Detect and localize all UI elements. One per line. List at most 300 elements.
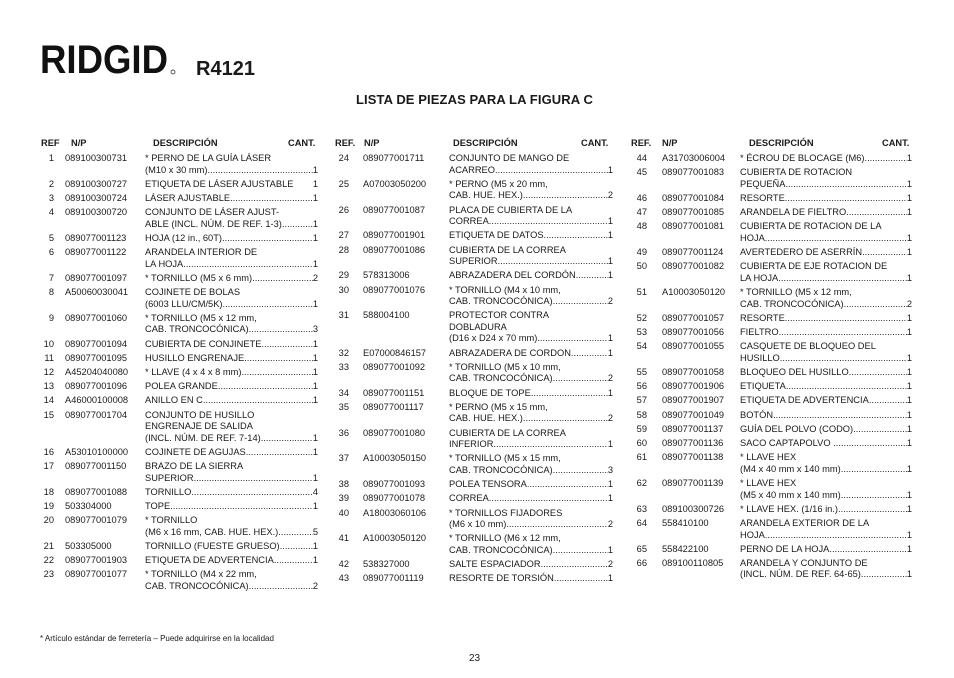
description-text: HOJA [740, 529, 765, 540]
part-quantity: 1 [906, 543, 912, 554]
part-quantity: 1 [906, 381, 912, 392]
part-number: 089077001079 [65, 515, 128, 526]
part-description [449, 230, 613, 242]
part-number: 089077001704 [65, 409, 128, 420]
part-description [740, 153, 912, 165]
part-quantity: 1 [607, 544, 613, 555]
description-text: INFERIOR [449, 439, 494, 450]
description-line: * PERNO (M5 x 20 mm, [449, 178, 548, 189]
dot-leader [498, 256, 608, 268]
part-row [40, 501, 318, 513]
part-ref: 16 [43, 446, 54, 457]
part-number: A45204040080 [65, 367, 129, 378]
description-line-last [449, 333, 613, 345]
part-number: 089077001078 [363, 493, 426, 504]
description-line: PROTECTOR CONTRA [449, 310, 550, 321]
part-number: 089077001057 [662, 312, 725, 323]
description-line-last [740, 327, 912, 339]
part-quantity: 1 [312, 432, 318, 443]
part-ref: 26 [338, 204, 349, 215]
description-text: CAB. HUE. HEX.) [449, 190, 523, 201]
part-ref: 48 [636, 221, 647, 232]
description-text: SACO CAPTAPOLVO . [740, 437, 836, 448]
description-line-last [145, 193, 318, 205]
part-row [631, 544, 912, 556]
description-text: TOPE [145, 501, 171, 512]
part-row [631, 410, 912, 422]
part-quantity: 1 [906, 178, 912, 189]
part-row [631, 247, 912, 259]
description-line-last [740, 381, 912, 393]
description-text: ABRAZADERA DE CORDON [449, 347, 571, 358]
header-desc-col3: DESCRIPCIÓN [749, 138, 814, 148]
part-row [631, 221, 912, 244]
description-text: (M10 x 30 mm) [145, 164, 208, 175]
part-description [145, 207, 318, 230]
part-number: 089077001094 [65, 338, 128, 349]
part-description [145, 153, 318, 176]
description-line: * TORNILLO (M4 x 10 mm, [449, 284, 561, 295]
dot-leader [846, 207, 907, 219]
description-line: DOBLADURA [449, 321, 507, 332]
dot-leader [495, 165, 608, 177]
part-quantity: 1 [312, 218, 318, 229]
part-ref: 21 [43, 541, 54, 552]
part-quantity: 1 [906, 192, 912, 203]
part-ref: 14 [43, 395, 54, 406]
dot-leader [252, 273, 313, 285]
dot-leader [785, 313, 907, 325]
description-line-last [449, 165, 613, 177]
part-number: 503304000 [65, 501, 112, 512]
part-description [740, 193, 912, 205]
part-row [335, 310, 613, 345]
part-description [145, 353, 318, 365]
part-description [145, 339, 318, 351]
header-np-col3: N/P [662, 138, 678, 148]
description-text: (INCL. NÚM. DE REF. 64-65) [740, 569, 861, 580]
part-ref: 22 [43, 555, 54, 566]
dot-leader [853, 424, 907, 436]
part-ref: 40 [338, 507, 349, 518]
part-number: 089077001060 [65, 312, 128, 323]
description-line-last [145, 233, 318, 245]
dot-leader [293, 179, 312, 191]
description-line: * TORNILLO (M5 x 12 mm, [740, 287, 852, 298]
part-quantity: 1 [906, 312, 912, 323]
part-quantity: 1 [312, 395, 318, 406]
dot-leader [786, 381, 907, 393]
part-number: A10003050120 [363, 533, 427, 544]
part-number: A10003050120 [662, 287, 726, 298]
part-row [335, 388, 613, 400]
dot-leader [844, 299, 907, 311]
description-text: * TORNILLO (M5 x 6 mm) [145, 272, 253, 283]
description-line-last [145, 501, 318, 513]
description-text: (INCL. NÚM. DE REF. 7-14) [145, 432, 261, 443]
description-text: (M5 x 40 mm x 140 mm) [740, 489, 841, 500]
dot-leader [537, 333, 607, 345]
description-line-last [449, 190, 613, 202]
part-row [335, 402, 613, 425]
part-row [40, 233, 318, 245]
part-description [145, 447, 318, 459]
part-quantity: 1 [906, 207, 912, 218]
part-row [40, 555, 318, 567]
part-description [740, 261, 912, 284]
description-text: (6003 LLU/CM/5K) [145, 298, 223, 309]
part-ref: 57 [636, 395, 647, 406]
part-quantity: 1 [906, 489, 912, 500]
dot-leader [553, 545, 608, 557]
part-description [449, 533, 613, 556]
part-description [740, 504, 912, 516]
description-text: HOJA [740, 232, 765, 243]
part-number: 089077001150 [65, 461, 127, 472]
description-line: CONJUNTO DE MANGO DE [449, 153, 570, 163]
part-ref: 8 [48, 287, 54, 298]
part-description [449, 428, 613, 451]
description-line-last [740, 247, 912, 259]
part-row [631, 313, 912, 325]
description-text: HUSILLO [740, 352, 780, 363]
part-row [335, 270, 613, 282]
part-quantity: 1 [312, 298, 318, 309]
part-description [740, 167, 912, 190]
part-row [631, 558, 912, 581]
part-description [449, 453, 613, 476]
description-text: CORREA [449, 216, 489, 227]
description-line-last [740, 353, 912, 365]
description-line: ENGRENAJE DE SALIDA [145, 421, 253, 432]
header-ref-col3: REF. [631, 138, 652, 148]
description-line-last [145, 179, 318, 191]
part-row [40, 367, 318, 379]
dot-leader [576, 270, 608, 282]
dot-leader [829, 544, 906, 556]
part-description [145, 367, 318, 379]
model-number: R4121 [196, 58, 255, 80]
part-ref: 30 [338, 284, 349, 295]
part-quantity: 1 [906, 409, 912, 420]
description-line-last [740, 569, 912, 581]
description-line-last [145, 353, 318, 365]
description-line: CUBIERTA DE EJE ROTACION DE [740, 261, 888, 272]
part-row [335, 573, 613, 585]
description-line: ARANDELA EXTERIOR DE LA [740, 517, 870, 528]
part-ref: 53 [636, 327, 647, 338]
part-quantity: 1 [906, 423, 912, 434]
part-ref: 9 [48, 312, 54, 323]
part-ref: 17 [43, 461, 54, 472]
description-line-last [740, 233, 912, 245]
description-line-last [740, 313, 912, 325]
part-description [145, 501, 318, 513]
part-number: 558422100 [662, 543, 709, 554]
part-number: 089077001151 [363, 387, 425, 398]
description-line: CONJUNTO DE LÁSER AJUST- [145, 207, 280, 218]
part-row [40, 179, 318, 191]
part-ref: 55 [636, 367, 647, 378]
part-number: 089077001903 [65, 555, 128, 566]
description-line: * TORNILLO (M5 x 10 mm, [449, 361, 561, 372]
part-quantity: 2 [607, 559, 613, 570]
part-row [335, 205, 613, 228]
part-number: 089077001077 [65, 569, 128, 580]
description-text: ABLE (INCL. NÚM. DE REF. 1-3) [145, 218, 282, 229]
part-quantity: 1 [906, 463, 912, 474]
dot-leader [506, 519, 607, 531]
description-text: TORNILLO [145, 486, 192, 497]
description-text: * LLAVE HEX. (1/16 in.) [740, 503, 839, 514]
part-ref: 34 [338, 387, 349, 398]
part-description [740, 410, 912, 422]
header-np-col2: N/P [364, 138, 380, 148]
dot-leader [230, 193, 313, 205]
dot-leader [218, 381, 313, 393]
part-description [449, 270, 613, 282]
part-ref: 23 [43, 569, 54, 580]
part-quantity: 1 [906, 247, 912, 258]
dot-leader [836, 438, 907, 450]
part-ref: 44 [636, 153, 647, 163]
part-quantity: 1 [312, 352, 318, 363]
description-text: ACARREO [449, 164, 495, 175]
part-number: 089077001117 [363, 401, 424, 412]
description-text: ANILLO EN C [145, 395, 203, 406]
part-ref: 5 [48, 232, 54, 243]
part-ref: 62 [636, 477, 647, 488]
part-row [631, 153, 912, 165]
dot-leader [523, 190, 608, 202]
part-ref: 4 [48, 207, 54, 218]
part-number: 089077001081 [662, 221, 725, 232]
dot-leader [838, 504, 907, 516]
registered-mark-icon [171, 70, 175, 74]
ridgid-logo [40, 42, 176, 76]
dot-leader [841, 490, 907, 502]
part-quantity: 1 [906, 352, 912, 363]
dot-leader [278, 527, 313, 539]
description-text: LA HOJA [145, 258, 184, 269]
part-description [449, 479, 613, 491]
description-line-last [740, 504, 912, 516]
part-ref: 42 [338, 559, 349, 570]
description-text: RESORTE [740, 192, 785, 203]
part-quantity: 1 [607, 493, 613, 504]
part-description [449, 402, 613, 425]
part-description [740, 381, 912, 393]
dot-leader [773, 410, 907, 422]
part-ref: 38 [338, 479, 349, 490]
description-line-last [740, 395, 912, 407]
part-quantity: 1 [607, 387, 613, 398]
description-line-last [740, 273, 912, 285]
part-quantity: 1 [906, 327, 912, 338]
part-description [145, 515, 318, 538]
part-number: 089077001095 [65, 352, 128, 363]
description-line-last [449, 348, 613, 360]
description-text: CAB. TRONCOCÓNICA) [449, 544, 553, 555]
part-quantity: 2 [906, 298, 912, 309]
description-text: CAB. TRONCOCÓNICA) [145, 324, 249, 335]
dot-leader [765, 530, 907, 542]
part-number: 089077001056 [662, 327, 725, 338]
description-line-last [145, 527, 318, 539]
description-line-last [145, 555, 318, 567]
part-number: 089077001084 [662, 192, 725, 203]
part-number: A18003060106 [363, 507, 427, 518]
part-ref: 56 [636, 381, 647, 392]
description-line-last [449, 388, 613, 400]
part-number: 089077001093 [363, 479, 426, 490]
part-quantity: 1 [312, 367, 318, 378]
description-text: BLOQUE DE TOPE [449, 387, 531, 398]
part-ref: 45 [636, 167, 647, 178]
part-ref: 63 [636, 503, 647, 514]
part-ref: 36 [338, 427, 349, 438]
header-ref-col1: REF [41, 138, 60, 148]
description-text: CAB. TRONCOCÓNICA) [449, 464, 553, 475]
part-row [631, 518, 912, 541]
part-ref: 1 [48, 153, 54, 163]
part-description [449, 388, 613, 400]
description-line-last [145, 433, 318, 445]
part-description [449, 153, 613, 176]
part-ref: 46 [636, 192, 647, 203]
part-quantity: 3 [312, 324, 318, 335]
part-description [145, 487, 318, 499]
part-number: 089077001711 [363, 153, 425, 163]
part-description [449, 179, 613, 202]
part-quantity: 1 [607, 270, 613, 281]
part-quantity: 1 [607, 573, 613, 584]
part-description [740, 313, 912, 325]
header-np-col1: N/P [71, 138, 87, 148]
dot-leader [194, 473, 313, 485]
description-text: CAB. TRONCOCÓNICA) [449, 296, 553, 307]
part-description [449, 285, 613, 308]
dot-leader [553, 373, 608, 385]
part-quantity: 1 [312, 178, 318, 189]
part-number: A46000100008 [65, 395, 129, 406]
description-line-last [740, 544, 912, 556]
dot-leader [869, 395, 907, 407]
part-quantity: 1 [312, 258, 318, 269]
part-ref: 65 [636, 543, 647, 554]
part-row [40, 447, 318, 459]
description-text: RESORTE DE TORSIÓN [449, 573, 554, 584]
part-number: 089077001092 [363, 361, 426, 372]
part-ref: 12 [43, 367, 54, 378]
description-text: * ÉCROU DE BLOCAGE (M6) [740, 153, 865, 163]
part-row [40, 569, 318, 592]
dot-leader [544, 230, 608, 242]
part-row [40, 487, 318, 499]
description-text: COJINETE DE AGUJAS [145, 446, 246, 457]
part-description [145, 410, 318, 445]
part-quantity: 1 [312, 232, 318, 243]
dot-leader [849, 367, 907, 379]
dot-leader [191, 487, 313, 499]
description-line: CUBIERTA DE ROTACION [740, 167, 853, 178]
part-quantity: 1 [312, 192, 318, 203]
dot-leader [282, 219, 313, 231]
part-row [631, 367, 912, 379]
part-ref: 10 [43, 338, 54, 349]
description-text: SUPERIOR [449, 256, 498, 267]
part-ref: 3 [48, 192, 54, 203]
part-ref: 20 [43, 515, 54, 526]
header-desc-col2: DESCRIPCIÓN [453, 138, 518, 148]
description-text: (M4 x 40 mm x 140 mm) [740, 463, 841, 474]
description-line-last [145, 219, 318, 231]
part-description [740, 424, 912, 436]
part-row [631, 452, 912, 475]
description-text: HUSILLO ENGRENAJE [145, 352, 245, 363]
part-quantity: 1 [312, 338, 318, 349]
part-description [145, 247, 318, 270]
dot-leader [765, 233, 907, 245]
description-line: * TORNILLOS FIJADORES [449, 507, 563, 518]
part-number: 089077001085 [662, 207, 725, 218]
part-ref: 66 [636, 557, 647, 568]
description-text: BOTÓN [740, 409, 774, 420]
part-number: 089077001083 [662, 167, 725, 178]
part-ref: 50 [636, 261, 647, 272]
part-description [449, 205, 613, 228]
page-title: LISTA DE PIEZAS PARA LA FIGURA C [356, 92, 593, 107]
dot-leader [531, 388, 608, 400]
description-line-last [145, 447, 318, 459]
part-description [449, 573, 613, 585]
part-description [740, 544, 912, 556]
part-description [449, 348, 613, 360]
parts-column-1 [40, 153, 318, 595]
dot-leader [780, 353, 907, 365]
description-line-last [449, 439, 613, 451]
part-quantity: 1 [906, 153, 912, 163]
part-ref: 52 [636, 312, 647, 323]
part-number: 089077001136 [662, 437, 724, 448]
description-text: PEQUEÑA [740, 178, 786, 189]
part-quantity: 1 [906, 437, 912, 448]
dot-leader [489, 216, 608, 228]
dot-leader [865, 153, 907, 165]
description-text: FIELTRO [740, 327, 779, 338]
dot-leader [203, 395, 313, 407]
part-quantity: 1 [312, 501, 318, 512]
part-number: 089077001088 [65, 486, 128, 497]
header-qty-col3: CANT. [882, 138, 910, 148]
part-number: 089077001138 [662, 452, 724, 463]
dot-leader [246, 447, 313, 459]
description-line: CASQUETE DE BLOQUEO DEL [740, 341, 876, 352]
part-description [145, 395, 318, 407]
description-line-last [449, 545, 613, 557]
part-row [335, 348, 613, 360]
dot-leader [841, 464, 907, 476]
header-qty-col1: CANT. [288, 138, 316, 148]
part-number: 089077001906 [662, 381, 725, 392]
part-row [335, 493, 613, 505]
part-quantity: 1 [312, 446, 318, 457]
dot-leader [183, 259, 313, 271]
part-number: 089077001080 [363, 427, 426, 438]
part-row [631, 438, 912, 450]
description-line-last [145, 487, 318, 499]
part-ref: 61 [636, 452, 647, 463]
